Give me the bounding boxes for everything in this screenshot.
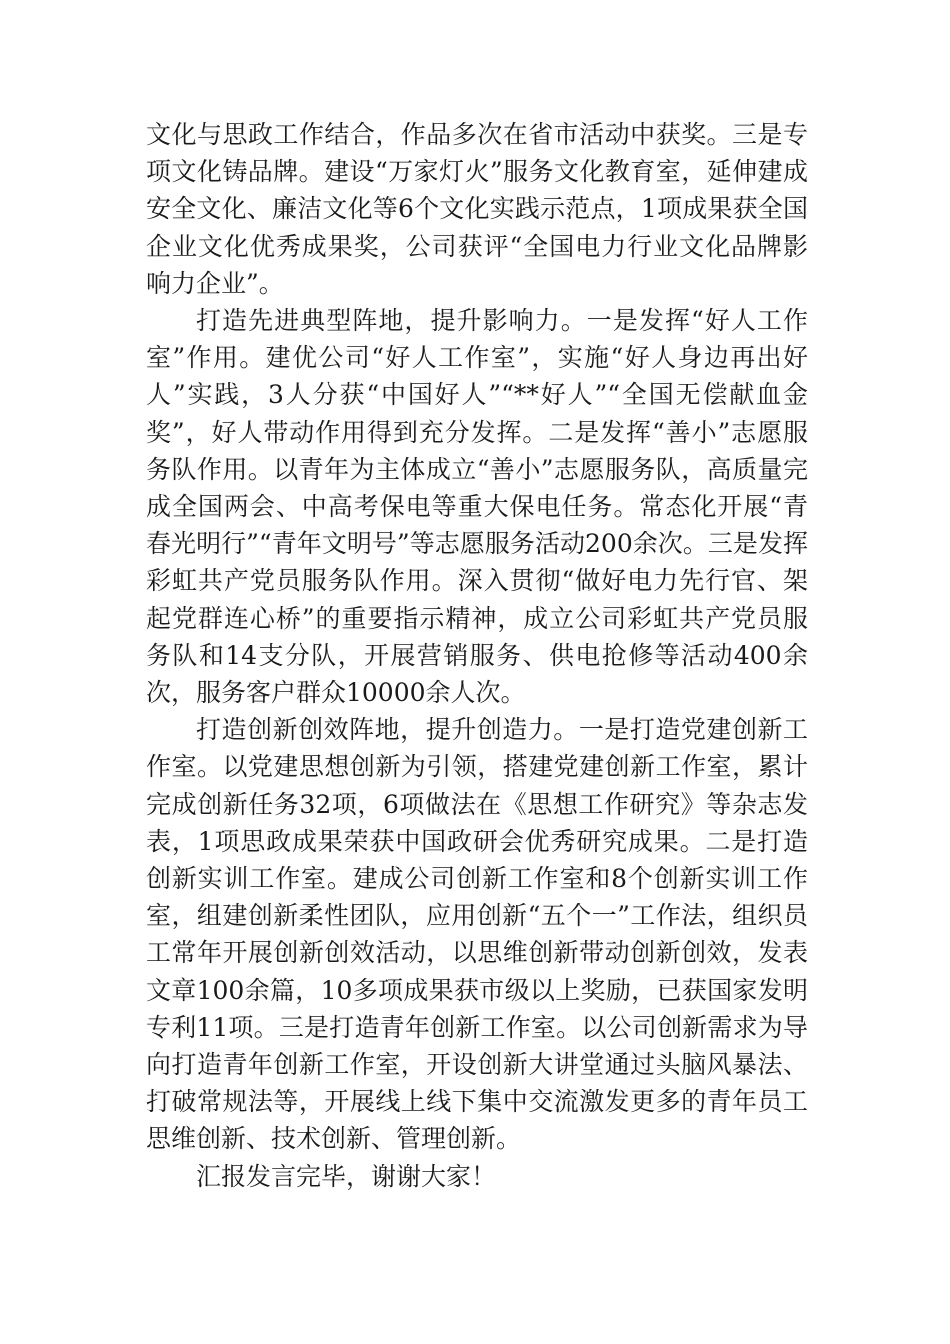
document-body	[146, 116, 808, 1195]
paragraph-innovation: 打造创新创效阵地，提升创造力。一是打造党建创新工作室。以党建思想创新为引领，搭建党建创新工作室，累计完成创新任务32项，6项做法在《思想工作研究》等杂志发表，1项思政成果荣获中国政研会优秀研究成果。二是打造创新实训工作室。建成公司创新工作室和8个创新实训工作室，组建创新柔性团队，应用创新“五个一”工作法，组织员工常年开展创新创效活动，以思维创新带动创新创效，发表文章100余篇，10多项成果获市级以上奖励，已获国家发明专利11项。三是打造青年创新工作室。以公司创新需求为导向打造青年创新工作室，开设创新大讲堂通过头脑风暴法、打破常规法等，开展线上线下集中交流激发更多的青年员工思维创新、技术创新、管理创新。	[146, 715, 808, 1154]
paragraph-culture-brand: 文化与思政工作结合，作品多次在省市活动中获奖。三是专项文化铸品牌。建设“万家灯火”服务文化教育室，延伸建成安全文化、廉洁文化等6个文化实践示范点，1项成果获全国企业文化优秀成果奖，公司获评“全国电力行业文化品牌影响力企业”。	[146, 120, 808, 298]
paragraph-closing: 汇报发言完毕，谢谢大家！	[196, 1161, 497, 1191]
paragraph-typical-models: 打造先进典型阵地，提升影响力。一是发挥“好人工作室”作用。建优公司“好人工作室”，实施“好人身边再出好人”实践，3人分获“中国好人”“**好人”“全国无偿献血金奖”，好人带动作用得到充分发挥。二是发挥“善小”志愿服务队作用。以青年为主体成立“善小”志愿服务队，高质量完成全国两会、中高考保电等重大保电任务。常态化开展“青春光明行”“青年文明号”等志愿服务活动200余次。三是发挥彩虹共产党员服务队作用。深入贯彻“做好电力先行官、架起党群连心桥”的重要指示精神，成立公司彩虹共产党员服务队和14支分队，开展营销服务、供电抢修等活动400余次，服务客户群众10000余人次。	[146, 306, 808, 708]
